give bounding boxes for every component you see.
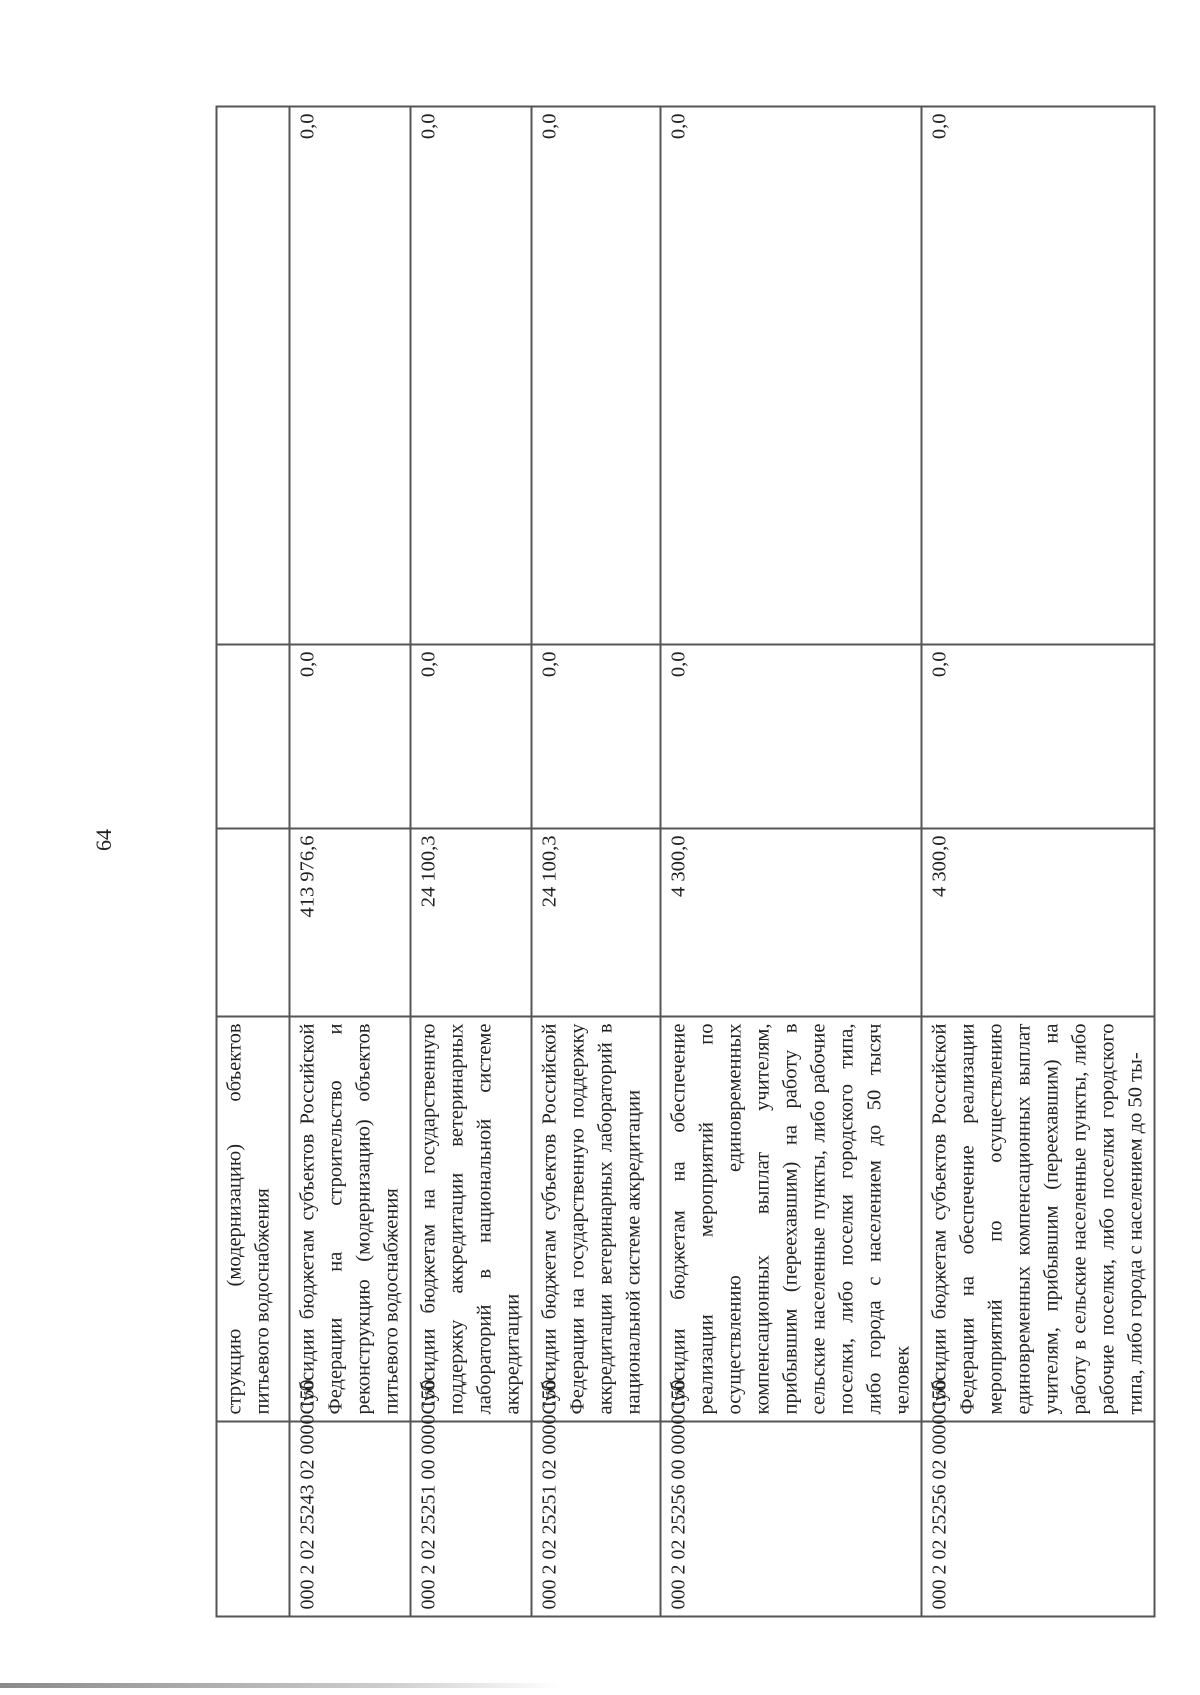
cell-name: Субсидии бюджетам субъектов Российской Федерации на обеспечение реализации мероприятий по осуществлению единовременных компенсационных выплат учителям, прибывшим (переехавшим) на работу в сельские населенные пункты, либо рабочие поселки, либо поселки городского типа, либо города с населением до 50 ты-: [921, 1017, 1154, 1422]
cell-code: 000 2 02 25256 02 0000 150: [921, 1422, 1154, 1617]
cell-value-3: 0,0: [921, 107, 1154, 645]
scan-edge-line: [0, 1683, 560, 1688]
cell-code: 000 2 02 25256 00 0000 150: [660, 1422, 921, 1617]
cell-name: Субсидии бюджетам на обеспечение реализации мероприятий по осуществлению единовременных компенсационных выплат учителям, прибывшим (переехавшим) на работу в сельские населенные пункты, либо рабочие поселки, либо поселки городского типа, либо города с населением до 50 тысяч человек: [660, 1017, 921, 1422]
table-row: [531, 107, 660, 1617]
cell-value-3: 0,0: [531, 107, 660, 645]
cell-name: Субсидии бюджетам субъектов Российской Федерации на строительство и реконструкцию (модернизацию) объектов питьевого водоснабжения: [289, 1017, 410, 1422]
cell-value-1: 24 100,3: [531, 829, 660, 1017]
cell-value-1: 4 300,0: [660, 829, 921, 1017]
cell-value-1: [216, 829, 289, 1017]
cell-value-3: [216, 107, 289, 645]
cell-code: 000 2 02 25251 02 0000 150: [531, 1422, 660, 1617]
cell-name: Субсидии бюджетам субъектов Российской Федерации на государственную поддержку аккредитации ветеринарных лабораторий в национальной системе аккредитации: [531, 1017, 660, 1422]
cell-code: 000 2 02 25251 00 0000 150: [410, 1422, 531, 1617]
page-number: 64: [91, 829, 116, 851]
cell-value-2: 0,0: [410, 645, 531, 829]
table-row-continuation: [216, 107, 289, 1617]
cell-value-2: 0,0: [921, 645, 1154, 829]
cell-value-2: 0,0: [531, 645, 660, 829]
cell-name: струкцию (модернизацию) объектов питьевого водоснабжения: [216, 1017, 289, 1422]
cell-value-1: 413 976,6: [289, 829, 410, 1017]
table-row: [289, 107, 410, 1617]
table-row: [921, 107, 1154, 1617]
cell-value-1: 24 100,3: [410, 829, 531, 1017]
budget-table-rotated: [215, 108, 1190, 1618]
cell-value-3: 0,0: [410, 107, 531, 645]
cell-value-2: [216, 645, 289, 829]
cell-value-2: 0,0: [289, 645, 410, 829]
cell-code: 000 2 02 25243 02 0000 150: [289, 1422, 410, 1617]
cell-name: Субсидии бюджетам на государственную поддержку аккредитации ветеринарных лабораторий в национальной системе аккредитации: [410, 1017, 531, 1422]
cell-value-2: 0,0: [660, 645, 921, 829]
cell-value-1: 4 300,0: [921, 829, 1154, 1017]
cell-value-3: 0,0: [289, 107, 410, 645]
table-row: [410, 107, 531, 1617]
cell-value-3: 0,0: [660, 107, 921, 645]
table-row: [660, 107, 921, 1617]
budget-table: [215, 106, 1155, 1618]
cell-code: [216, 1422, 289, 1617]
